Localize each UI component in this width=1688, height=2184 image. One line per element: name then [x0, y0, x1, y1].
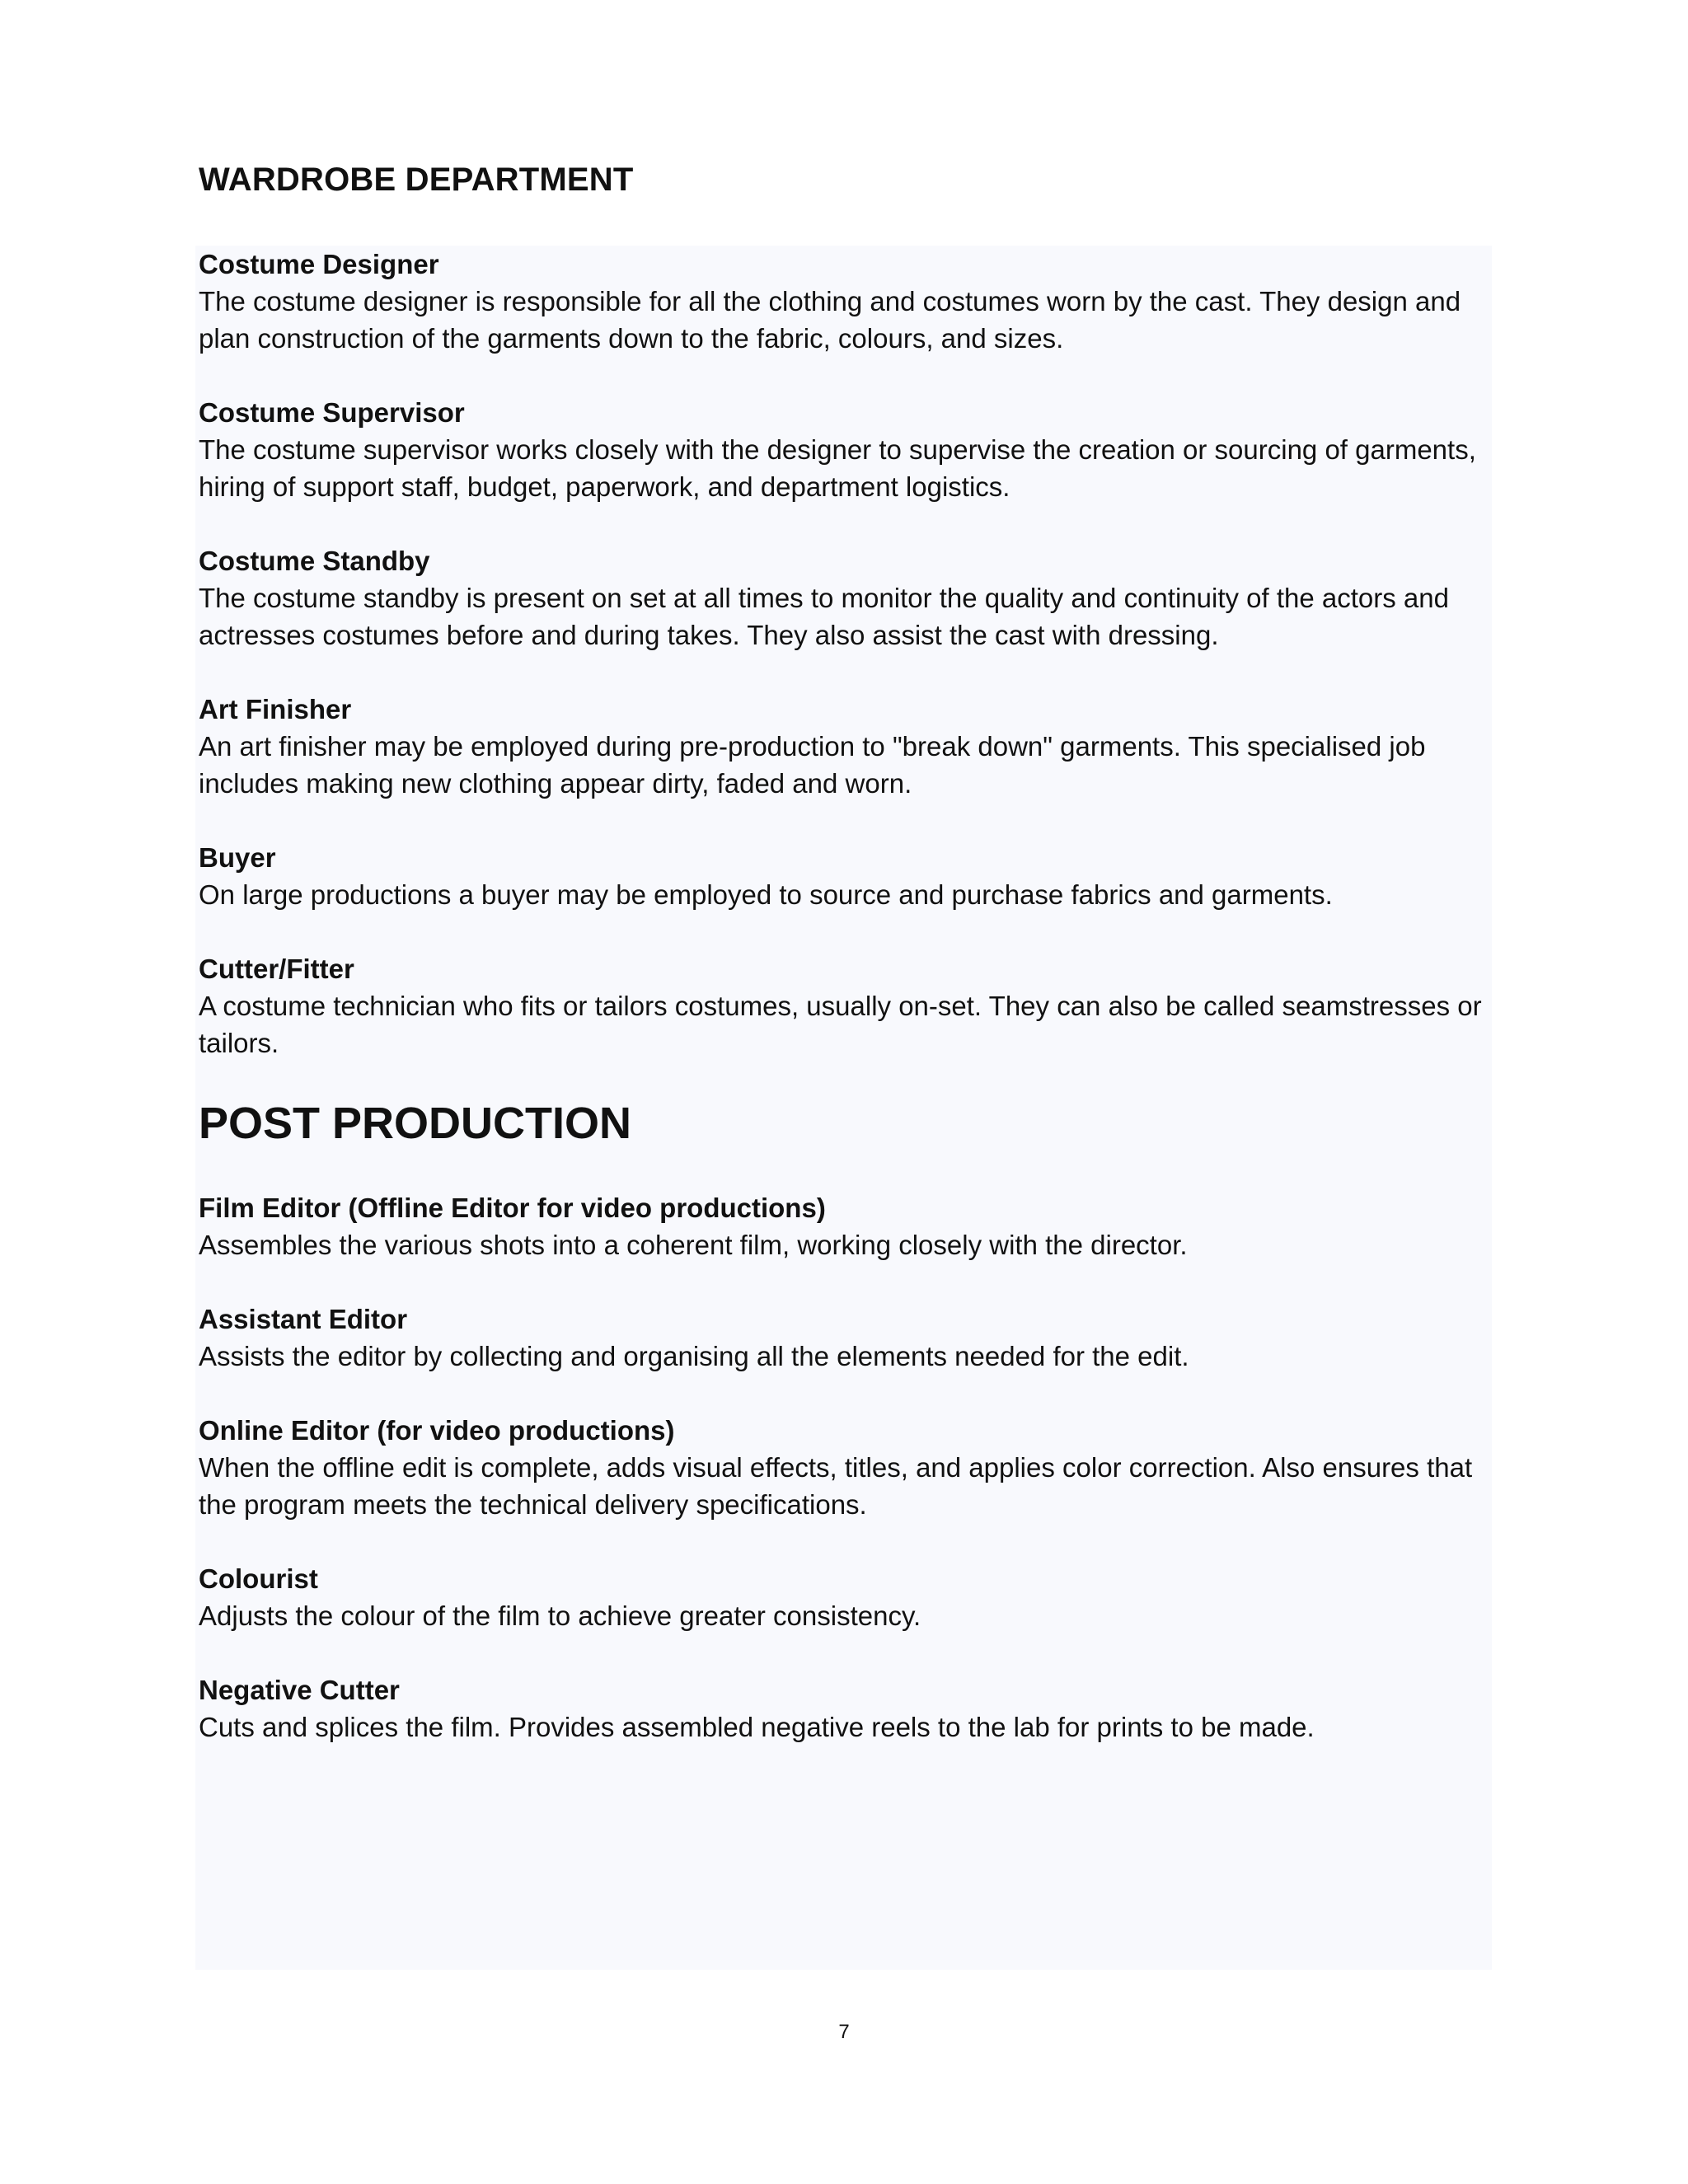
role-entry	[199, 1301, 1489, 1375]
role-description: Assists the editor by collecting and organising all the elements needed for the edit.	[199, 1341, 1189, 1371]
role-description: The costume supervisor works closely with the designer to supervise the creation or sourcing of garments, hiring of support staff, budget, paperwork, and department logistics.	[199, 434, 1476, 502]
role-entry	[199, 950, 1489, 1062]
role-title: Art Finisher	[199, 694, 352, 724]
role-title: Film Editor (Offline Editor for video productions)	[199, 1193, 826, 1223]
role-title: Colourist	[199, 1563, 318, 1594]
role-description: The costume standby is present on set at all times to monitor the quality and continuity of the actors and actresses costumes before and during takes. They also assist the cast with dressing.	[199, 583, 1449, 650]
role-entry	[199, 691, 1489, 802]
role-description: Cuts and splices the film. Provides assembled negative reels to the lab for prints to be made.	[199, 1712, 1315, 1742]
role-description: When the offline edit is complete, adds visual effects, titles, and applies color correction. Also ensures that the program meets the technical delivery specifications.	[199, 1452, 1473, 1520]
role-title: Online Editor (for video productions)	[199, 1415, 675, 1446]
document-body	[199, 246, 1489, 1783]
role-title: Costume Supervisor	[199, 397, 465, 428]
role-description: Assembles the various shots into a coherent film, working closely with the director.	[199, 1230, 1188, 1260]
role-title: Negative Cutter	[199, 1675, 400, 1705]
role-description: On large productions a buyer may be employed to source and purchase fabrics and garments.	[199, 879, 1333, 910]
role-title: Costume Designer	[199, 249, 439, 279]
role-entry	[199, 1560, 1489, 1634]
role-title: Buyer	[199, 842, 276, 873]
role-description: The costume designer is responsible for all the clothing and costumes worn by the cast. They design and plan construction of the garments down to the fabric, colours, and sizes.	[199, 286, 1461, 354]
role-title: Costume Standby	[199, 546, 430, 576]
post-production-heading: POST PRODUCTION	[199, 1099, 632, 1148]
role-entry	[199, 1671, 1489, 1746]
page-number: 7	[838, 2021, 850, 2043]
role-entry	[199, 542, 1489, 654]
role-description: An art finisher may be employed during pre-production to "break down" garments. This specialised job includes making new clothing appear dirty, faded and worn.	[199, 731, 1426, 799]
role-title: Assistant Editor	[199, 1304, 408, 1334]
role-description: Adjusts the colour of the film to achieve greater consistency.	[199, 1601, 921, 1631]
wardrobe-heading: WARDROBE DEPARTMENT	[199, 162, 634, 198]
role-entry	[199, 394, 1489, 505]
role-description: A costume technician who fits or tailors costumes, usually on-set. They can also be called seamstresses or tailors.	[199, 991, 1482, 1058]
role-entry	[199, 839, 1489, 913]
role-title: Cutter/Fitter	[199, 954, 354, 984]
role-entry	[199, 1412, 1489, 1523]
role-entry	[199, 246, 1489, 357]
role-entry	[199, 1189, 1489, 1263]
